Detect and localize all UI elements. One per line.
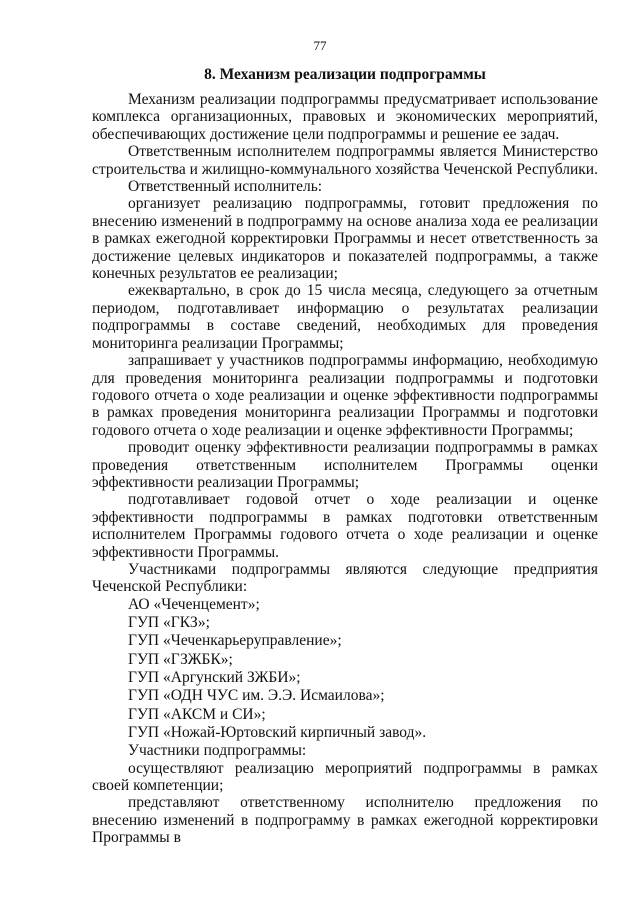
section-heading: 8. Механизм реализации подпрограммы: [204, 66, 486, 83]
document-body: [92, 66, 598, 847]
paragraph: представляют ответственному исполнителю предложения по внесению изменений в подпрограмму в рамках ежегодной корректировки Программы в: [92, 794, 598, 847]
paragraph: организует реализацию подпрограммы, готовит предложения по внесению изменений в подпрограмму на основе анализа хода ее реализации в рамках ежегодной корректировки Программы и несет ответственность за достижение целевых индикаторов и показателей подпрограммы, а также конечных результатов ее реализации;: [92, 195, 598, 283]
paragraph: запрашивает у участников подпрограммы информацию, необходимую для проведения мониторинга реализации подпрограммы и подготовки годового отчета о ходе реализации и оценке эффективности подпрограммы в рамках проведения мониторинга реализации Программы и подготовки годового отчета о ходе реализации и оценке эффективности Программы;: [92, 352, 598, 439]
list-item: ГУП «Ножай-Юртовский кирпичный завод».: [128, 723, 427, 741]
paragraph: Механизм реализации подпрограммы предусматривает использование комплекса организационных, правовых и экономических мероприятий, обеспечивающих достижение цели подпрограммы и решение ее задач.: [92, 91, 598, 143]
paragraph: Участниками подпрограммы являются следующие предприятия Чеченской Республики:: [92, 560, 598, 596]
list-item: ГУП «ОДН ЧУС им. Э.Э. Исмаилова»;: [128, 687, 385, 705]
list-item: ГУП «АКСМ и СИ»;: [128, 705, 266, 723]
list-item: ГУП «Чеченкарьеруправление»;: [128, 632, 342, 650]
list-item: АО «Чеченцемент»;: [128, 595, 260, 613]
paragraph: проводит оценку эффективности реализации подпрограммы в рамках проведения ответственным исполнителем Программы оценки эффективности реализации Программы;: [92, 439, 598, 491]
paragraph: подготавливает годовой отчет о ходе реализации и оценке эффективности подпрограммы в рамках подготовки ответственным исполнителем Программы годового отчета о ходе реализации и оценке эффективности Программы.: [92, 491, 598, 561]
paragraph: Ответственным исполнителем подпрограммы является Министерство строительства и жилищно-коммунального хозяйства Чеченской Республики.: [92, 143, 598, 178]
paragraph: ежеквартально, в срок до 15 числа месяца, следующего за отчетным периодом, подготавливает информацию о результатах реализации подпрограммы в составе сведений, необходимых для проведения мониторинга реализации Программы;: [92, 282, 598, 352]
list-item: ГУП «Аргунский ЗЖБИ»;: [128, 668, 301, 686]
list-item: ГУП «ГЗЖБК»;: [128, 650, 233, 668]
list-item: ГУП «ГКЗ»;: [128, 614, 210, 632]
paragraph: осуществляют реализацию мероприятий подпрограммы в рамках своей компетенции;: [92, 759, 598, 794]
paragraph: Ответственный исполнитель:: [128, 178, 323, 196]
page-number: 77: [313, 38, 327, 53]
paragraph: Участники подпрограммы:: [128, 742, 307, 760]
participants-list: [92, 596, 598, 742]
